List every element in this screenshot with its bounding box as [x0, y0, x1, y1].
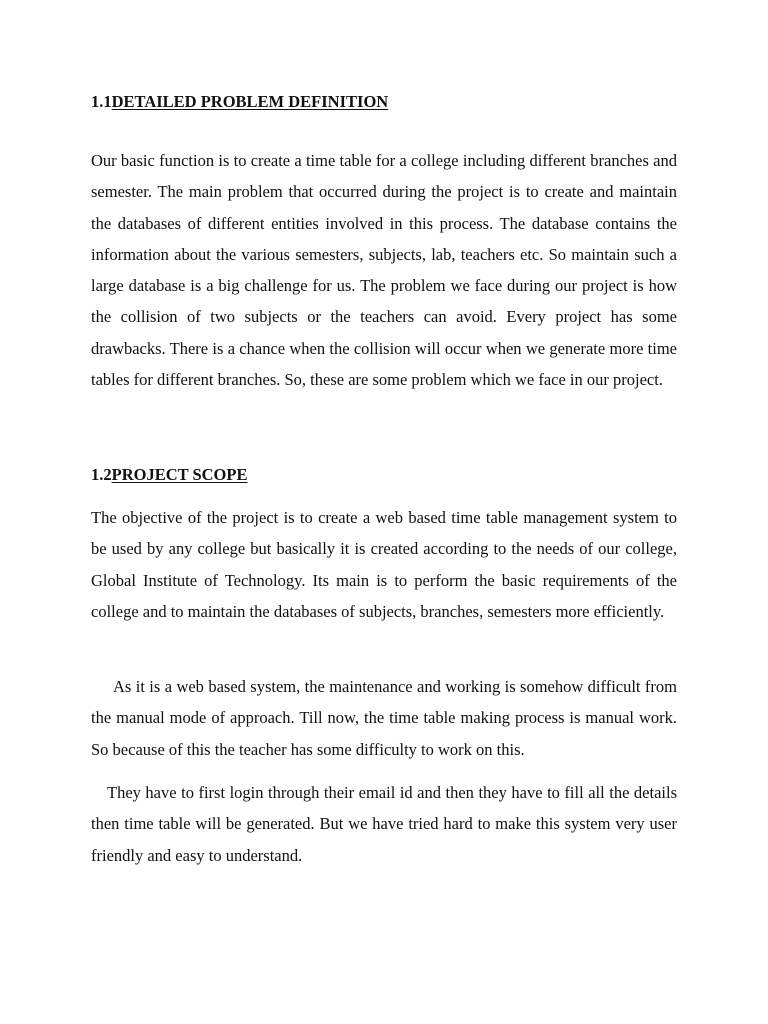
- section-heading-1-1: [91, 92, 388, 112]
- section-title: DETAILED PROBLEM DEFINITION: [111, 92, 389, 111]
- section-number: 1.1: [91, 92, 112, 111]
- project-scope-paragraph-2: As it is a web based system, the maintenance and working is somehow difficult from the manual mode of approach. Till now, the time table making process is manual work. So because of this the teacher has some difficulty to work on this.: [91, 677, 677, 759]
- project-scope-paragraph-1: The objective of the project is to create a web based time table management system to be used by any college but basically it is created according to the needs of our college, Global Institute of Technology. Its main is to perform the basic requirements of the college and to maintain the databases of subjects, branches, semesters more efficiently.: [91, 508, 677, 621]
- problem-definition-paragraph: Our basic function is to create a time table for a college including different branches and semester. The main problem that occurred during the project is to create and maintain the databases of different entities involved in this process. The database contains the information about the various semesters, subjects, lab, teachers etc. So maintain such a large database is a big challenge for us. The problem we face during our project is how the collision of two subjects or the teachers can avoid. Every project has some drawbacks. There is a chance when the collision will occur when we generate more time tables for different branches. So, these are some problem which we face in our project.: [91, 151, 677, 390]
- section-title: PROJECT SCOPE: [111, 465, 248, 484]
- project-scope-paragraph-3: They have to first login through their email id and then they have to fill all the details then time table will be generated. But we have tried hard to make this system very user friendly and easy to understand.: [91, 783, 677, 865]
- section-number: 1.2: [91, 465, 112, 484]
- section-heading-1-2: [91, 465, 247, 485]
